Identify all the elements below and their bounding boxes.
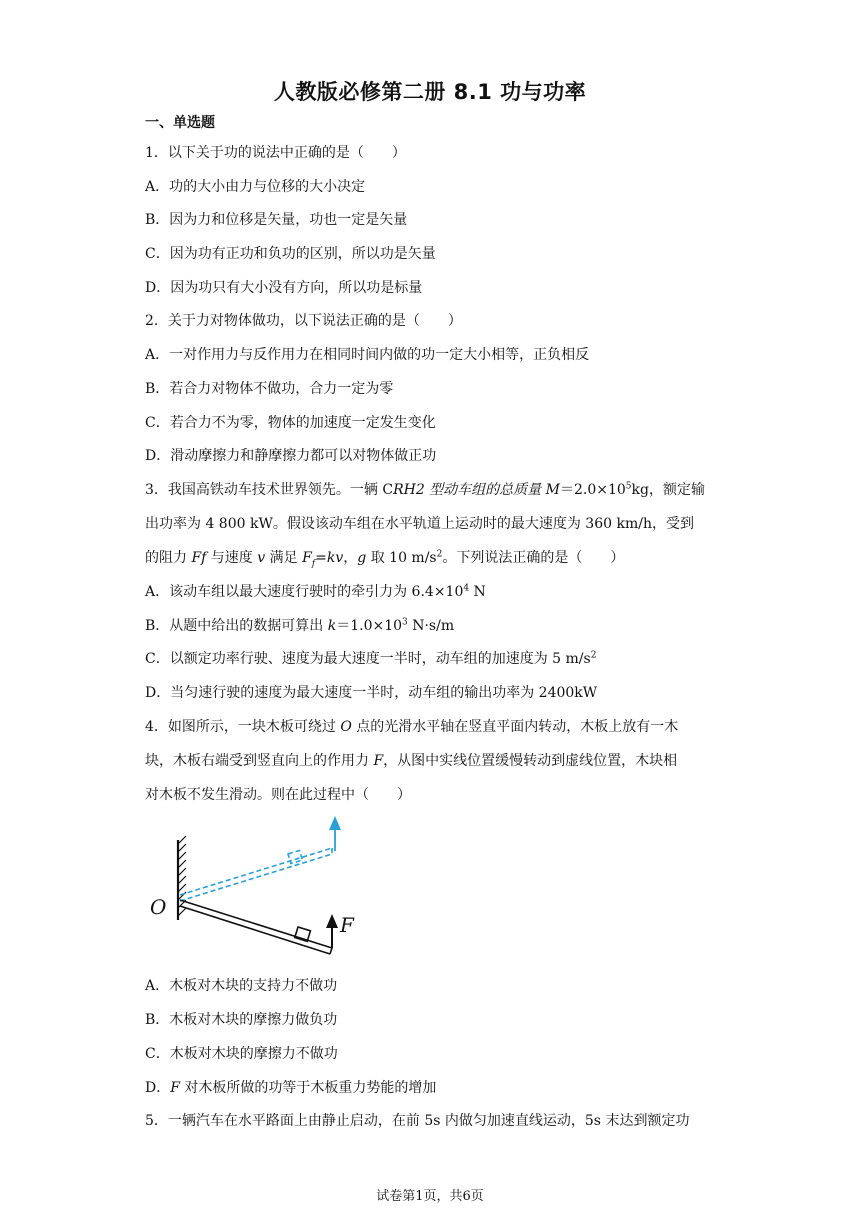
solid-block bbox=[295, 927, 311, 941]
q4-option-b: B．木板对木块的摩擦力做负功 bbox=[145, 1012, 338, 1028]
q4-stem-line3: 对木板不发生滑动。则在此过程中（ ） bbox=[145, 787, 411, 803]
label-F: F bbox=[340, 913, 354, 937]
q3-option-b: B．从题中给出的数据可算出 $k=1.0\times 10^3$ N·s/m bbox=[145, 617, 455, 634]
q4-figure bbox=[140, 810, 380, 960]
q2-option-a: A．一对作用力与反作用力在相同时间内做的功一定大小相等，正负相反 bbox=[145, 347, 590, 363]
q2-stem: 2．关于力对物体做功，以下说法正确的是（ ） bbox=[145, 313, 462, 329]
q1-stem: 1．以下关于功的说法中正确的是（ ） bbox=[145, 145, 406, 161]
label-O: O bbox=[150, 895, 167, 919]
q5-stem-line1: 5．一辆汽车在水平路面上由静止启动，在前 5s 内做匀加速直线运动，5s 末达到额定功 bbox=[145, 1113, 690, 1129]
section-heading: 一、单选题 bbox=[145, 115, 215, 131]
q1-option-b: B．因为力和位移是矢量，功也一定是矢量 bbox=[145, 212, 408, 228]
q3-stem-line3: 的阻力 Ff 与速度 v 满足 $F_f=kv$，g 取 10 $m/s^2$。下列说法正确的是（ ） bbox=[145, 549, 625, 569]
force-arrow-head bbox=[326, 914, 338, 928]
q2-option-b: B．若合力对物体不做功，合力一定为零 bbox=[145, 381, 394, 397]
q1-option-d: D．因为功只有大小没有方向，所以功是标量 bbox=[145, 280, 423, 296]
q1-option-a: A．功的大小由力与位移的大小决定 bbox=[145, 179, 366, 195]
q3-stem-line2: 出功率为 4 800 kW。假设该动车组在水平轨道上运动时的最大速度为 360 km/h，受到 bbox=[145, 516, 694, 532]
q4-option-d: D．F 对木板所做的功等于木板重力势能的增加 bbox=[145, 1080, 437, 1096]
wall-hatching bbox=[178, 836, 186, 916]
q4-stem-line2: 块，木板右端受到竖直向上的作用力 F，从图中实线位置缓慢转动到虚线位置，木块相 bbox=[145, 753, 678, 769]
solid-board bbox=[180, 900, 332, 954]
q3-option-a: A．该动车组以最大速度行驶时的牵引力为 $6.4\times 10^4$ N bbox=[145, 583, 486, 600]
q4-option-c: C．木板对木块的摩擦力不做功 bbox=[145, 1046, 338, 1062]
q3-option-c: C．以额定功率行驶、速度为最大速度一半时，动车组的加速度为 5 $m/s^2$ bbox=[145, 650, 597, 667]
dashed-arrow-head bbox=[329, 816, 341, 830]
q1-option-c: C．因为功有正功和负功的区别，所以功是矢量 bbox=[145, 246, 436, 262]
q2-option-d: D．滑动摩擦力和静摩擦力都可以对物体做正功 bbox=[145, 448, 437, 464]
page-footer: 试卷第1页，共6页 bbox=[376, 1189, 484, 1204]
q4-stem-line1: 4．如图所示，一块木板可绕过 O 点的光滑水平轴在竖直平面内转动，木板上放有一木 bbox=[145, 719, 679, 735]
q3-option-d: D．当匀速行驶的速度为最大速度一半时，动车组的输出功率为 2400kW bbox=[145, 685, 598, 701]
dashed-board bbox=[180, 848, 332, 901]
q4-option-a: A．木板对木块的支持力不做功 bbox=[145, 978, 338, 994]
page-title: 人教版必修第二册 8.1 功与功率 bbox=[273, 80, 587, 104]
dashed-block bbox=[288, 850, 302, 863]
q3-stem-line1: 3．我国高铁动车技术世界领先。一辆 CRH2 型动车组的总质量 $M=2.0\times 10^5kg$，额定输 bbox=[145, 481, 705, 498]
q2-option-c: C．若合力不为零，物体的加速度一定发生变化 bbox=[145, 415, 436, 431]
